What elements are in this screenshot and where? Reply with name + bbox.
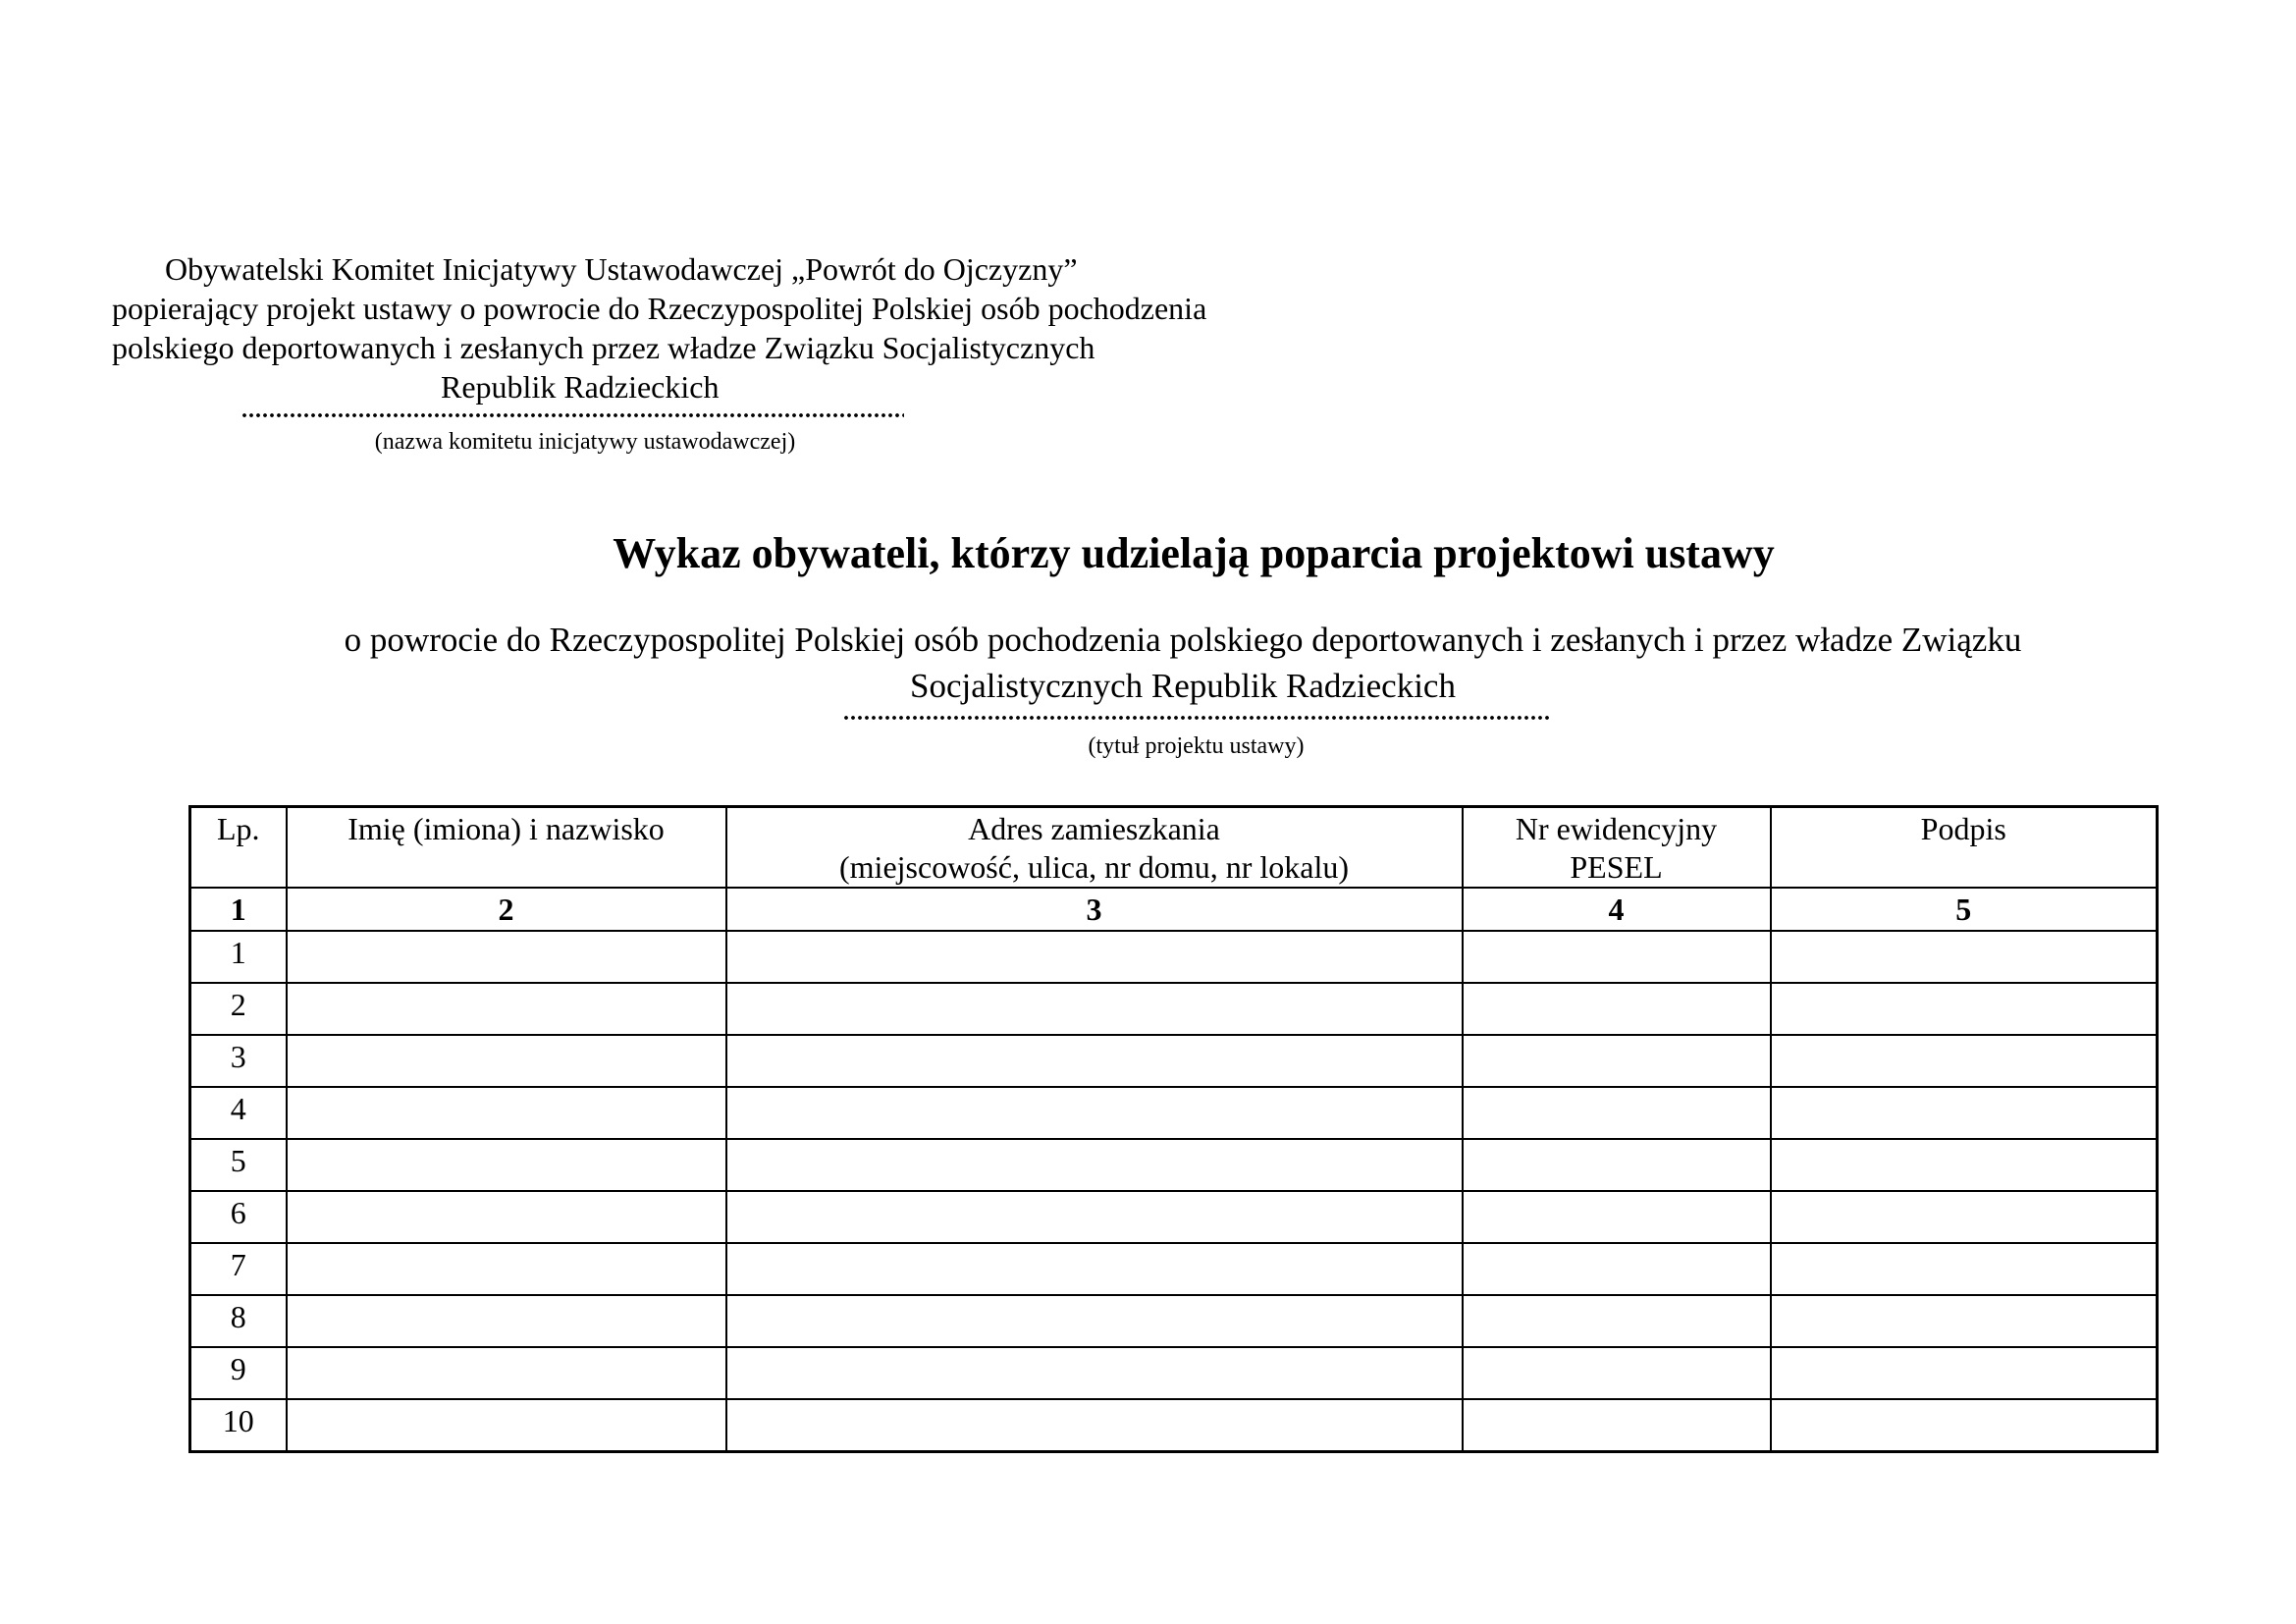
col-header-label: Imię (imiona) i nazwisko xyxy=(347,811,665,846)
pesel-cell xyxy=(1463,1139,1771,1191)
name-cell xyxy=(287,931,726,983)
committee-name-line: Obywatelski Komitet Inicjatywy Ustawodawczej „Powrót do Ojczyzny” xyxy=(165,251,1078,287)
col-header-sublabel: (miejscowość, ulica, nr domu, nr lokalu) xyxy=(839,849,1349,885)
table-row xyxy=(190,931,2158,983)
name-cell xyxy=(287,1139,726,1191)
signature-cell xyxy=(1771,931,2158,983)
address-cell xyxy=(726,983,1463,1035)
table-row xyxy=(190,1347,2158,1399)
row-number-cell: 2 xyxy=(190,983,287,1035)
row-number-cell: 8 xyxy=(190,1295,287,1347)
address-cell xyxy=(726,1295,1463,1347)
pesel-cell xyxy=(1463,983,1771,1035)
name-cell xyxy=(287,1347,726,1399)
name-cell xyxy=(287,1399,726,1452)
col-header-label: Podpis xyxy=(1920,811,2006,846)
row-number-cell: 6 xyxy=(190,1191,287,1243)
column-number: 3 xyxy=(726,888,1463,931)
name-cell xyxy=(287,983,726,1035)
committee-name-line: Republik Radzieckich xyxy=(441,369,720,405)
law-title-dotted-line xyxy=(843,715,1549,721)
col-header-address xyxy=(726,807,1463,889)
address-cell xyxy=(726,1243,1463,1295)
address-cell xyxy=(726,931,1463,983)
pesel-cell xyxy=(1463,1243,1771,1295)
address-cell xyxy=(726,1347,1463,1399)
table-row xyxy=(190,983,2158,1035)
column-number-row xyxy=(190,888,2158,931)
table-row xyxy=(190,1243,2158,1295)
pesel-cell xyxy=(1463,1399,1771,1452)
address-cell xyxy=(726,1087,1463,1139)
name-cell xyxy=(287,1087,726,1139)
law-title-caption: (tytuł projektu ustawy) xyxy=(1088,733,1305,759)
committee-name-line: polskiego deportowanych i zesłanych przez władze Związku Socjalistycznych xyxy=(112,330,1095,365)
column-number: 1 xyxy=(190,888,287,931)
address-cell xyxy=(726,1191,1463,1243)
law-title-line: Socjalistycznych Republik Radzieckich xyxy=(910,667,1456,705)
table-row xyxy=(190,1191,2158,1243)
col-header-label: Lp. xyxy=(216,811,260,846)
address-cell xyxy=(726,1399,1463,1452)
row-number-cell: 3 xyxy=(190,1035,287,1087)
col-header-label: Nr ewidencyjny xyxy=(1515,811,1718,846)
row-number-cell: 9 xyxy=(190,1347,287,1399)
table-row xyxy=(190,1139,2158,1191)
name-cell xyxy=(287,1191,726,1243)
signature-cell xyxy=(1771,1139,2158,1191)
name-cell xyxy=(287,1035,726,1087)
table-row xyxy=(190,1035,2158,1087)
name-cell xyxy=(287,1243,726,1295)
pesel-cell xyxy=(1463,1347,1771,1399)
col-header-name xyxy=(287,807,726,889)
signature-table xyxy=(188,805,2159,1453)
pesel-cell xyxy=(1463,1295,1771,1347)
row-number-cell: 1 xyxy=(190,931,287,983)
col-header-signature xyxy=(1771,807,2158,889)
signature-cell xyxy=(1771,1191,2158,1243)
column-number: 2 xyxy=(287,888,726,931)
signature-cell xyxy=(1771,1295,2158,1347)
committee-name-dotted-line xyxy=(241,412,904,418)
col-header-pesel xyxy=(1463,807,1771,889)
signature-cell xyxy=(1771,1243,2158,1295)
law-title-line: o powrocie do Rzeczypospolitej Polskiej osób pochodzenia polskiego deportowanych i zesłanych i przez władze Związku xyxy=(344,621,2022,659)
signature-cell xyxy=(1771,983,2158,1035)
name-cell xyxy=(287,1295,726,1347)
table-header-row xyxy=(190,807,2158,889)
row-number-cell: 7 xyxy=(190,1243,287,1295)
document-title: Wykaz obywateli, którzy udzielają poparcia projektowi ustawy xyxy=(613,529,1775,577)
committee-name-caption: (nazwa komitetu inicjatywy ustawodawczej) xyxy=(374,429,796,455)
committee-name-block xyxy=(112,249,1206,406)
row-number-cell: 10 xyxy=(190,1399,287,1452)
col-header-lp xyxy=(190,807,287,889)
col-header-label: Adres zamieszkania xyxy=(968,811,1220,846)
signature-cell xyxy=(1771,1035,2158,1087)
table-row xyxy=(190,1399,2158,1452)
signature-cell xyxy=(1771,1347,2158,1399)
law-title-block xyxy=(345,617,2022,709)
address-cell xyxy=(726,1139,1463,1191)
pesel-cell xyxy=(1463,1191,1771,1243)
row-number-cell: 5 xyxy=(190,1139,287,1191)
column-number: 5 xyxy=(1771,888,2158,931)
row-number-cell: 4 xyxy=(190,1087,287,1139)
table-row xyxy=(190,1295,2158,1347)
address-cell xyxy=(726,1035,1463,1087)
committee-name-line: popierający projekt ustawy o powrocie do Rzeczypospolitej Polskiej osób pochodzenia xyxy=(112,291,1207,326)
table-row xyxy=(190,1087,2158,1139)
pesel-cell xyxy=(1463,1087,1771,1139)
column-number: 4 xyxy=(1463,888,1771,931)
signature-cell xyxy=(1771,1087,2158,1139)
col-header-sublabel: PESEL xyxy=(1570,849,1663,885)
pesel-cell xyxy=(1463,931,1771,983)
signature-cell xyxy=(1771,1399,2158,1452)
pesel-cell xyxy=(1463,1035,1771,1087)
